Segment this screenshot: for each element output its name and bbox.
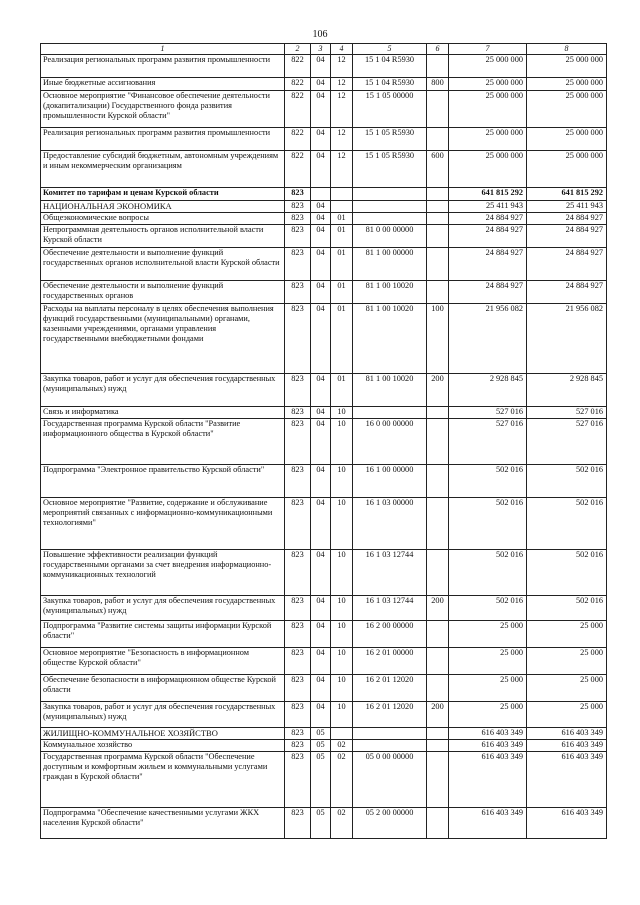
row-name: Закупка товаров, работ и услуг для обеспечения государственных (муниципальных) нужд	[41, 702, 285, 728]
table-row	[41, 550, 607, 596]
row-target-article	[353, 213, 427, 225]
row-section-code: 04	[311, 78, 331, 91]
row-sum-1: 25 000	[449, 648, 527, 675]
row-expense-type	[427, 752, 449, 808]
row-target-article: 81 1 00 00000	[353, 248, 427, 281]
row-name: Основное мероприятие "Финансовое обеспечение деятельности (докапитализации) Государственного фонда развития промышленности Курской области"	[41, 91, 285, 128]
row-target-article: 81 0 00 00000	[353, 225, 427, 248]
row-target-article: 81 1 00 10020	[353, 281, 427, 304]
row-target-article: 15 1 04 R5930	[353, 55, 427, 78]
row-subsection-code	[331, 188, 353, 201]
table-row	[41, 201, 607, 213]
table-row	[41, 374, 607, 407]
row-name: НАЦИОНАЛЬНАЯ ЭКОНОМИКА	[41, 201, 285, 213]
row-admin-code: 823	[285, 465, 311, 498]
row-sum-1: 25 000	[449, 675, 527, 702]
row-target-article	[353, 407, 427, 419]
row-section-code: 04	[311, 596, 331, 621]
row-section-code: 04	[311, 550, 331, 596]
table-row	[41, 407, 607, 419]
row-target-article: 15 1 05 R5930	[353, 128, 427, 151]
row-subsection-code: 10	[331, 702, 353, 728]
table-row	[41, 752, 607, 808]
table-row	[41, 128, 607, 151]
row-name: Основное мероприятие "Развитие, содержание и обслуживание мероприятий связанных с информационно-коммуникационными технологиями"	[41, 498, 285, 550]
row-target-article: 15 1 05 R5930	[353, 151, 427, 188]
row-sum-2: 527 016	[527, 407, 607, 419]
table-row	[41, 151, 607, 188]
row-expense-type	[427, 213, 449, 225]
row-sum-1: 24 884 927	[449, 281, 527, 304]
row-name: Подпрограмма "Обеспечение качественными услугами ЖКХ населения Курской области"	[41, 808, 285, 839]
row-name: Основное мероприятие "Безопасность в информационном обществе Курской области"	[41, 648, 285, 675]
table-row	[41, 78, 607, 91]
row-name: Обеспечение деятельности и выполнение функций государственных органов	[41, 281, 285, 304]
row-sum-1: 25 000 000	[449, 151, 527, 188]
table-row	[41, 596, 607, 621]
row-sum-1: 616 403 349	[449, 728, 527, 740]
row-admin-code: 823	[285, 201, 311, 213]
row-target-article	[353, 740, 427, 752]
table-row	[41, 281, 607, 304]
row-section-code: 04	[311, 702, 331, 728]
row-section-code: 04	[311, 465, 331, 498]
col-header: 7	[449, 44, 527, 55]
row-expense-type	[427, 128, 449, 151]
table-row	[41, 808, 607, 839]
row-admin-code: 823	[285, 550, 311, 596]
row-sum-1: 616 403 349	[449, 740, 527, 752]
row-sum-1: 527 016	[449, 407, 527, 419]
row-expense-type	[427, 419, 449, 465]
row-target-article: 15 1 04 R5930	[353, 78, 427, 91]
table-row	[41, 728, 607, 740]
row-name: Закупка товаров, работ и услуг для обеспечения государственных (муниципальных) нужд	[41, 374, 285, 407]
row-sum-2: 616 403 349	[527, 752, 607, 808]
row-section-code: 05	[311, 752, 331, 808]
row-sum-2: 24 884 927	[527, 225, 607, 248]
row-subsection-code: 10	[331, 550, 353, 596]
row-expense-type	[427, 225, 449, 248]
row-target-article: 16 1 00 00000	[353, 465, 427, 498]
row-section-code: 04	[311, 648, 331, 675]
row-admin-code: 823	[285, 407, 311, 419]
row-name: Общеэкономические вопросы	[41, 213, 285, 225]
row-sum-1: 25 000	[449, 702, 527, 728]
table-row	[41, 188, 607, 201]
row-sum-2: 616 403 349	[527, 740, 607, 752]
row-sum-2: 616 403 349	[527, 808, 607, 839]
table-row	[41, 419, 607, 465]
row-section-code: 04	[311, 201, 331, 213]
row-expense-type	[427, 740, 449, 752]
row-section-code: 04	[311, 621, 331, 648]
row-sum-1: 502 016	[449, 498, 527, 550]
row-sum-2: 616 403 349	[527, 728, 607, 740]
row-sum-2: 25 000	[527, 648, 607, 675]
row-section-code: 04	[311, 128, 331, 151]
row-expense-type: 100	[427, 304, 449, 374]
row-name: Коммунальное хозяйство	[41, 740, 285, 752]
row-name: Обеспечение безопасности в информационном обществе Курской области	[41, 675, 285, 702]
row-sum-2: 25 000	[527, 675, 607, 702]
row-admin-code: 823	[285, 304, 311, 374]
row-subsection-code: 10	[331, 675, 353, 702]
row-section-code: 04	[311, 91, 331, 128]
table-row	[41, 55, 607, 78]
row-target-article: 16 2 01 00000	[353, 648, 427, 675]
row-sum-2: 24 884 927	[527, 281, 607, 304]
row-name: Реализация региональных программ развития промышленности	[41, 128, 285, 151]
row-admin-code: 823	[285, 281, 311, 304]
row-target-article: 16 2 01 12020	[353, 675, 427, 702]
row-target-article	[353, 201, 427, 213]
row-name: Реализация региональных программ развития промышленности	[41, 55, 285, 78]
row-section-code: 04	[311, 374, 331, 407]
row-admin-code: 823	[285, 225, 311, 248]
row-target-article: 05 2 00 00000	[353, 808, 427, 839]
row-subsection-code	[331, 728, 353, 740]
page-number: 106	[312, 29, 328, 40]
row-expense-type	[427, 201, 449, 213]
budget-table	[40, 43, 607, 839]
row-admin-code: 823	[285, 188, 311, 201]
row-section-code: 04	[311, 407, 331, 419]
row-sum-1: 25 000 000	[449, 128, 527, 151]
row-subsection-code: 10	[331, 596, 353, 621]
row-subsection-code: 01	[331, 304, 353, 374]
row-admin-code: 823	[285, 728, 311, 740]
row-expense-type	[427, 465, 449, 498]
row-sum-1: 2 928 845	[449, 374, 527, 407]
row-admin-code: 823	[285, 596, 311, 621]
row-subsection-code: 02	[331, 752, 353, 808]
row-expense-type	[427, 675, 449, 702]
row-expense-type: 800	[427, 78, 449, 91]
row-expense-type	[427, 407, 449, 419]
row-admin-code: 822	[285, 78, 311, 91]
row-sum-1: 21 956 082	[449, 304, 527, 374]
row-name: Государственная программа Курской области "Обеспечение доступным и комфортным жильем и коммунальными услугами граждан в Курской области"	[41, 752, 285, 808]
row-sum-2: 25 000 000	[527, 128, 607, 151]
row-sum-1: 25 000 000	[449, 55, 527, 78]
row-sum-1: 24 884 927	[449, 225, 527, 248]
row-target-article: 16 2 00 00000	[353, 621, 427, 648]
row-section-code: 05	[311, 740, 331, 752]
row-expense-type	[427, 728, 449, 740]
col-header: 2	[285, 44, 311, 55]
row-section-code: 05	[311, 728, 331, 740]
row-admin-code: 823	[285, 752, 311, 808]
row-sum-1: 25 411 943	[449, 201, 527, 213]
table-row	[41, 465, 607, 498]
row-expense-type	[427, 188, 449, 201]
row-sum-2: 25 000 000	[527, 151, 607, 188]
row-name: Расходы на выплаты персоналу в целях обеспечения выполнения функций государственными (муниципальными) органами, казенными учреждениями, органами управления государственными внебюджетными фондами	[41, 304, 285, 374]
row-expense-type	[427, 648, 449, 675]
table-row	[41, 304, 607, 374]
row-admin-code: 823	[285, 808, 311, 839]
row-sum-2: 24 884 927	[527, 248, 607, 281]
row-section-code: 05	[311, 808, 331, 839]
row-name: Связь и информатика	[41, 407, 285, 419]
row-subsection-code: 12	[331, 151, 353, 188]
row-section-code	[311, 188, 331, 201]
row-target-article: 81 1 00 10020	[353, 304, 427, 374]
row-admin-code: 823	[285, 248, 311, 281]
row-expense-type: 600	[427, 151, 449, 188]
col-header: 6	[427, 44, 449, 55]
row-target-article: 16 0 00 00000	[353, 419, 427, 465]
row-expense-type	[427, 550, 449, 596]
table-row	[41, 621, 607, 648]
row-sum-2: 502 016	[527, 550, 607, 596]
row-sum-2: 25 000	[527, 702, 607, 728]
row-expense-type	[427, 248, 449, 281]
row-name: Государственная программа Курской области "Развитие информационного общества в Курской области"	[41, 419, 285, 465]
table-row	[41, 498, 607, 550]
row-admin-code: 823	[285, 498, 311, 550]
row-admin-code: 823	[285, 702, 311, 728]
table-row	[41, 213, 607, 225]
row-name: Подпрограмма "Развитие системы защиты информации Курской области"	[41, 621, 285, 648]
table-row	[41, 648, 607, 675]
row-name: ЖИЛИЩНО-КОММУНАЛЬНОЕ ХОЗЯЙСТВО	[41, 728, 285, 740]
row-sum-1: 616 403 349	[449, 752, 527, 808]
row-expense-type: 200	[427, 374, 449, 407]
row-sum-1: 527 016	[449, 419, 527, 465]
row-sum-1: 502 016	[449, 550, 527, 596]
table-row	[41, 225, 607, 248]
table-row	[41, 702, 607, 728]
col-header: 8	[527, 44, 607, 55]
row-sum-2: 21 956 082	[527, 304, 607, 374]
row-admin-code: 823	[285, 740, 311, 752]
row-sum-2: 527 016	[527, 419, 607, 465]
row-subsection-code: 01	[331, 374, 353, 407]
row-admin-code: 822	[285, 128, 311, 151]
table-row	[41, 248, 607, 281]
row-sum-2: 502 016	[527, 498, 607, 550]
row-sum-1: 502 016	[449, 596, 527, 621]
row-sum-2: 2 928 845	[527, 374, 607, 407]
row-subsection-code: 12	[331, 128, 353, 151]
row-subsection-code: 02	[331, 740, 353, 752]
row-target-article	[353, 188, 427, 201]
row-admin-code: 823	[285, 648, 311, 675]
row-sum-2: 502 016	[527, 596, 607, 621]
row-name: Повышение эффективности реализации функций государственными органами за счет внедрения информационно-коммуникационных технологий	[41, 550, 285, 596]
table-row	[41, 91, 607, 128]
row-sum-1: 641 815 292	[449, 188, 527, 201]
row-expense-type	[427, 621, 449, 648]
row-sum-1: 25 000 000	[449, 78, 527, 91]
row-expense-type: 200	[427, 596, 449, 621]
row-name: Комитет по тарифам и ценам Курской области	[41, 188, 285, 201]
row-subsection-code: 10	[331, 498, 353, 550]
row-target-article: 16 1 03 00000	[353, 498, 427, 550]
row-admin-code: 822	[285, 55, 311, 78]
row-subsection-code: 12	[331, 55, 353, 78]
table-row	[41, 675, 607, 702]
row-sum-2: 25 000 000	[527, 78, 607, 91]
row-sum-2: 502 016	[527, 465, 607, 498]
row-subsection-code: 10	[331, 465, 353, 498]
row-expense-type	[427, 498, 449, 550]
row-sum-1: 24 884 927	[449, 248, 527, 281]
row-admin-code: 823	[285, 374, 311, 407]
row-sum-2: 25 000	[527, 621, 607, 648]
row-sum-2: 641 815 292	[527, 188, 607, 201]
row-subsection-code: 12	[331, 78, 353, 91]
row-subsection-code: 01	[331, 225, 353, 248]
table-row	[41, 740, 607, 752]
row-name: Предоставление субсидий бюджетным, автономным учреждениям и иным некоммерческим организациям	[41, 151, 285, 188]
col-header: 3	[311, 44, 331, 55]
row-expense-type	[427, 91, 449, 128]
col-header: 1	[41, 44, 285, 55]
row-name: Обеспечение деятельности и выполнение функций государственных органов исполнительной власти Курской области	[41, 248, 285, 281]
row-subsection-code: 12	[331, 91, 353, 128]
row-subsection-code: 01	[331, 248, 353, 281]
row-section-code: 04	[311, 498, 331, 550]
row-target-article: 16 2 01 12020	[353, 702, 427, 728]
row-section-code: 04	[311, 304, 331, 374]
row-name: Непрограммная деятельность органов исполнительной власти Курской области	[41, 225, 285, 248]
row-target-article: 15 1 05 00000	[353, 91, 427, 128]
row-name: Закупка товаров, работ и услуг для обеспечения государственных (муниципальных) нужд	[41, 596, 285, 621]
row-sum-2: 25 000 000	[527, 55, 607, 78]
row-subsection-code: 01	[331, 281, 353, 304]
row-subsection-code: 10	[331, 407, 353, 419]
row-subsection-code: 01	[331, 213, 353, 225]
row-target-article: 81 1 00 10020	[353, 374, 427, 407]
row-target-article: 16 1 03 12744	[353, 596, 427, 621]
row-expense-type	[427, 55, 449, 78]
row-admin-code: 823	[285, 675, 311, 702]
row-section-code: 04	[311, 225, 331, 248]
row-expense-type: 200	[427, 702, 449, 728]
row-target-article: 05 0 00 00000	[353, 752, 427, 808]
row-sum-1: 616 403 349	[449, 808, 527, 839]
row-expense-type	[427, 281, 449, 304]
row-admin-code: 823	[285, 213, 311, 225]
row-subsection-code: 10	[331, 621, 353, 648]
col-header: 5	[353, 44, 427, 55]
row-admin-code: 822	[285, 91, 311, 128]
row-section-code: 04	[311, 675, 331, 702]
row-admin-code: 823	[285, 621, 311, 648]
row-sum-2: 24 884 927	[527, 213, 607, 225]
row-section-code: 04	[311, 281, 331, 304]
col-header: 4	[331, 44, 353, 55]
header-row	[41, 44, 607, 55]
row-name: Подпрограмма "Электронное правительство Курской области"	[41, 465, 285, 498]
row-section-code: 04	[311, 419, 331, 465]
row-subsection-code: 02	[331, 808, 353, 839]
row-subsection-code	[331, 201, 353, 213]
row-subsection-code: 10	[331, 648, 353, 675]
row-section-code: 04	[311, 151, 331, 188]
row-sum-1: 25 000	[449, 621, 527, 648]
row-sum-1: 25 000 000	[449, 91, 527, 128]
row-admin-code: 822	[285, 151, 311, 188]
row-section-code: 04	[311, 213, 331, 225]
row-sum-1: 502 016	[449, 465, 527, 498]
row-section-code: 04	[311, 55, 331, 78]
row-sum-2: 25 000 000	[527, 91, 607, 128]
row-sum-2: 25 411 943	[527, 201, 607, 213]
row-target-article	[353, 728, 427, 740]
row-target-article: 16 1 03 12744	[353, 550, 427, 596]
row-admin-code: 823	[285, 419, 311, 465]
row-subsection-code: 10	[331, 419, 353, 465]
row-expense-type	[427, 808, 449, 839]
row-section-code: 04	[311, 248, 331, 281]
row-sum-1: 24 884 927	[449, 213, 527, 225]
row-name: Иные бюджетные ассигнования	[41, 78, 285, 91]
